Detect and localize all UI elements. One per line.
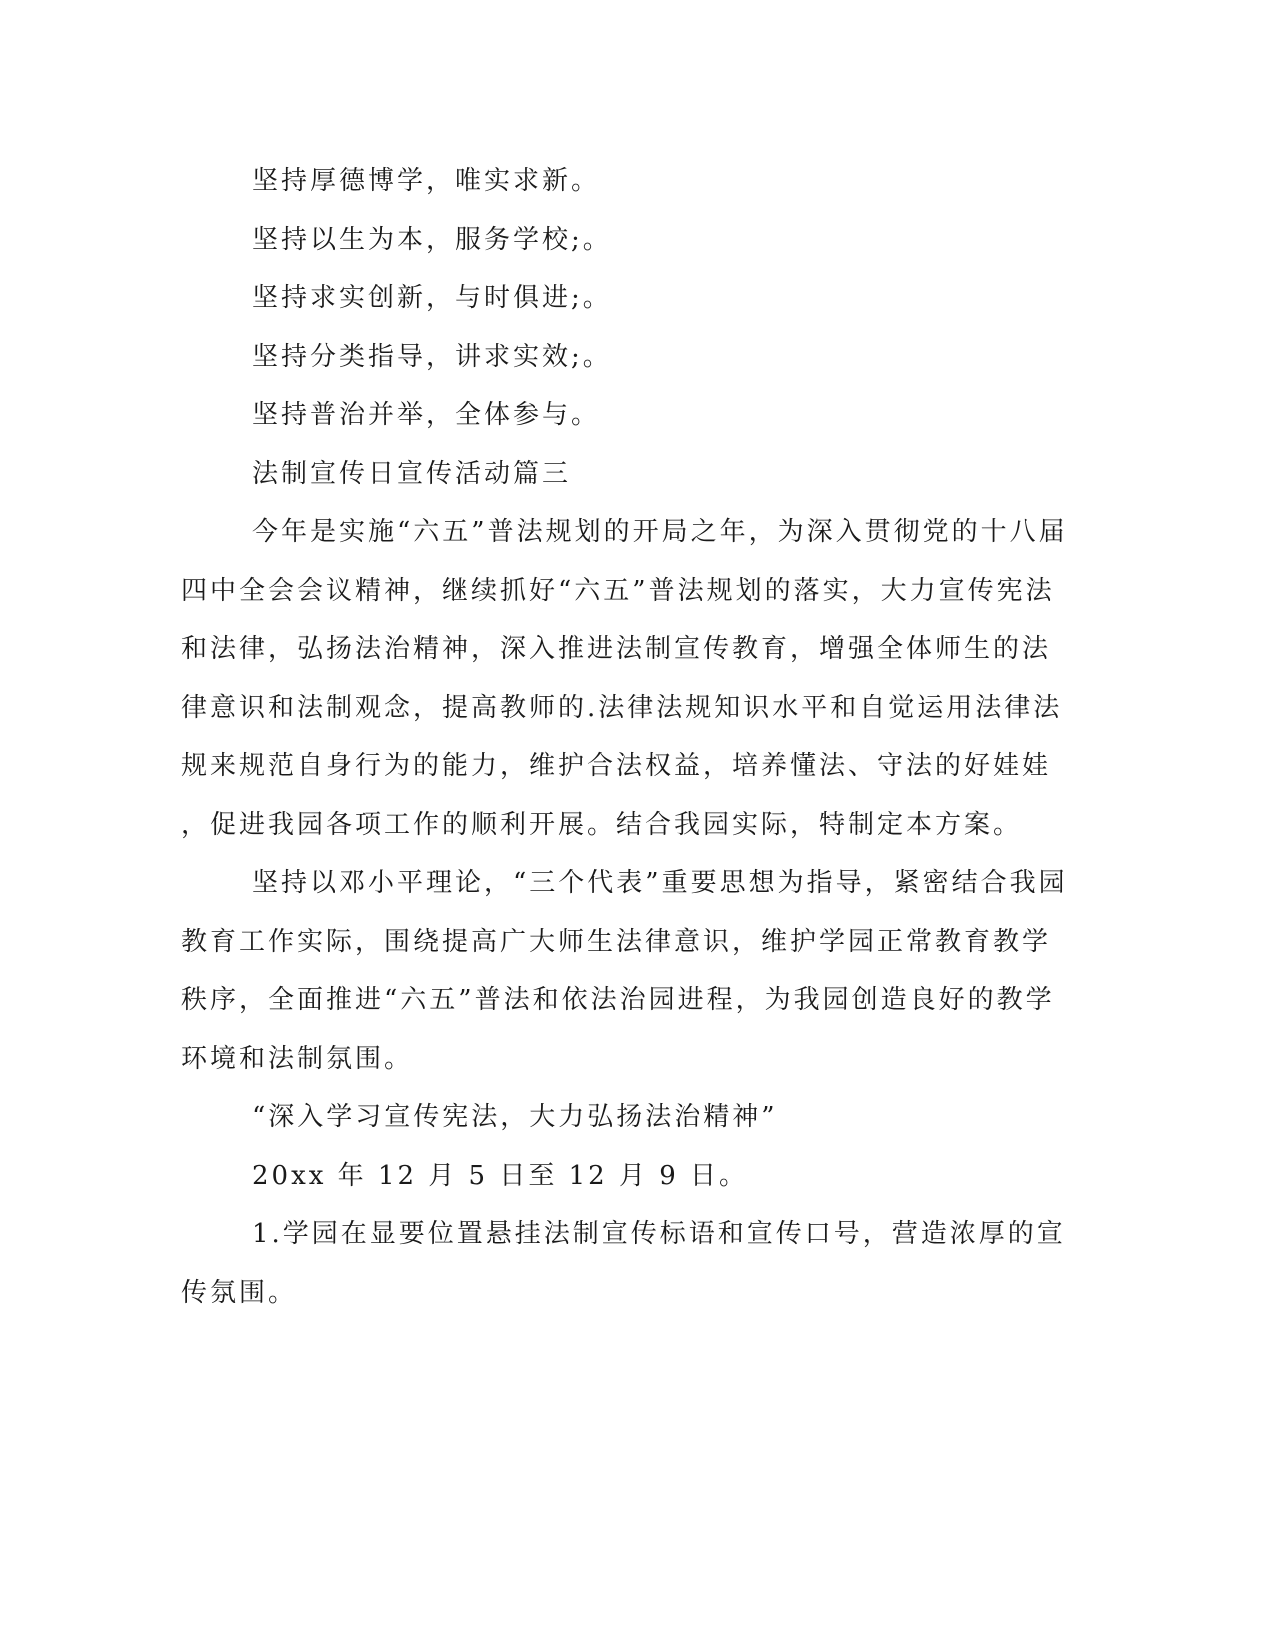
paragraph-line: 秩序，全面推进“六五”普法和依法治园进程，为我园创造良好的教学: [181, 985, 1055, 1015]
paragraph-line: 四中全会会议精神，继续抓好“六五”普法规划的落实，大力宣传宪法: [181, 575, 1055, 606]
principle-line: 坚持求实创新，与时俱进;。: [252, 283, 612, 313]
section-title: 法制宣传日宣传活动篇三: [252, 458, 572, 489]
paragraph-line: 环境和法制氛围。: [181, 1043, 414, 1074]
theme-line: “深入学习宣传宪法，大力弘扬法治精神”: [252, 1102, 778, 1132]
document-page: [181, 152, 1068, 1322]
item-1: [181, 1205, 1066, 1322]
paragraph-line: 传氛围。: [181, 1277, 298, 1308]
paragraph-line: 和法律，弘扬法治精神，深入推进法制宣传教育，增强全体师生的法: [181, 634, 1052, 664]
principle-line: 坚持普治并举，全体参与。: [252, 400, 601, 430]
dates-line: 20xx 年 12 月 5 日至 12 月 9 日。: [252, 1160, 749, 1191]
guiding-paragraph: [181, 854, 1068, 1088]
paragraph-line: 1.学园在显要位置悬挂法制宣传标语和宣传口号，营造浓厚的宣: [252, 1219, 1066, 1249]
intro-paragraph: [181, 503, 1068, 854]
principle-line: 坚持分类指导，讲求实效;。: [252, 341, 612, 372]
paragraph-line: 今年是实施“六五”普法规划的开局之年，为深入贯彻党的十八届: [252, 517, 1068, 547]
paragraph-line: ，促进我园各项工作的顺利开展。结合我园实际，特制定本方案。: [181, 809, 1023, 840]
principles-list: [181, 152, 1025, 445]
paragraph-line: 律意识和法制观念，提高教师的.法律法规知识水平和自觉运用法律法: [181, 692, 1063, 723]
paragraph-line: 教育工作实际，围绕提高广大师生法律意识，维护学园正常教育教学: [181, 926, 1052, 957]
paragraph-line: 坚持以邓小平理论，“三个代表”重要思想为指导，紧密结合我园: [252, 868, 1068, 898]
principle-line: 坚持以生为本，服务学校;。: [252, 224, 612, 255]
paragraph-line: 规来规范自身行为的能力，维护合法权益，培养懂法、守法的好娃娃: [181, 751, 1052, 781]
principle-line: 坚持厚德博学，唯实求新。: [252, 166, 601, 196]
